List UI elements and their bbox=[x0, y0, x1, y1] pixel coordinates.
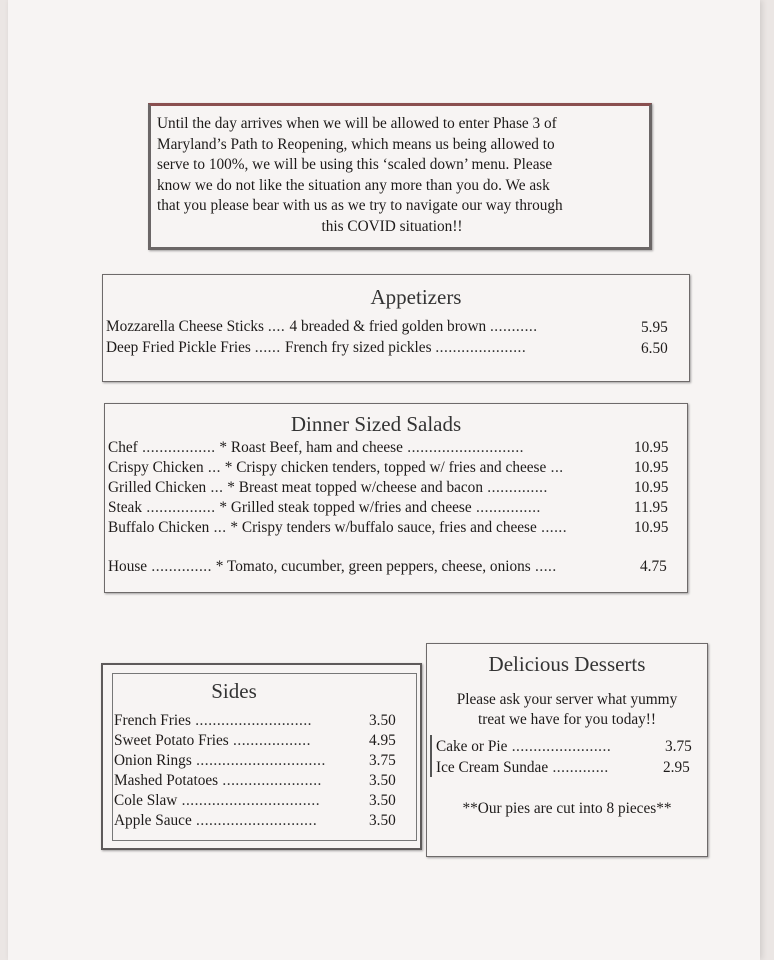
menu-item: Crispy Chicken ... * Crispy chicken tenders, topped w/ fries and cheese ... bbox=[108, 459, 564, 476]
menu-item: Grilled Chicken ... * Breast meat topped w/cheese and bacon .............. bbox=[108, 479, 548, 496]
desserts-title: Delicious Desserts bbox=[488, 652, 646, 676]
item-name: Steak bbox=[108, 499, 142, 516]
desserts-intro-line: treat we have for you today!! bbox=[478, 711, 656, 728]
item-name: Mozzarella Cheese Sticks bbox=[106, 318, 265, 335]
item-name: Cake or Pie bbox=[436, 738, 508, 755]
menu-item: French Fries ........................... bbox=[114, 712, 312, 729]
appetizers-title: Appetizers bbox=[370, 285, 462, 309]
notice-line: this COVID situation!! bbox=[321, 217, 463, 235]
item-name: Onion Rings bbox=[114, 752, 192, 769]
item-price: 3.75 bbox=[665, 738, 692, 755]
item-price: 4.95 bbox=[369, 732, 396, 749]
menu-item: Deep Fried Pickle Fries ...... French fry sized pickles ..................... bbox=[106, 339, 527, 356]
item-price: 6.50 bbox=[641, 340, 668, 357]
sides-section bbox=[101, 663, 422, 850]
item-description: * Breast meat topped w/cheese and bacon bbox=[227, 479, 483, 496]
item-price: 10.95 bbox=[634, 439, 669, 456]
item-price: 3.50 bbox=[369, 812, 396, 829]
item-price: 3.75 bbox=[369, 752, 396, 769]
menu-item: Buffalo Chicken ... * Crispy tenders w/buffalo sauce, fries and cheese ...... bbox=[108, 519, 568, 536]
sides-title: Sides bbox=[211, 679, 257, 703]
item-name: Cole Slaw bbox=[114, 792, 178, 809]
covid-notice-text bbox=[157, 114, 627, 237]
menu-page bbox=[8, 0, 760, 960]
salads-title: Dinner Sized Salads bbox=[290, 412, 462, 436]
item-name: Chef bbox=[108, 439, 138, 456]
item-name: Crispy Chicken bbox=[108, 459, 204, 476]
menu-item: Chef ................. * Roast Beef, ham and cheese ........................... bbox=[108, 439, 524, 456]
desserts-intro-line: Please ask your server what yummy bbox=[456, 691, 678, 708]
notice-line: know we do not like the situation any more than you do. We ask bbox=[157, 176, 550, 194]
item-description: 4 breaded & fried golden brown bbox=[289, 318, 487, 335]
menu-item: House .............. * Tomato, cucumber, green peppers, cheese, onions ..... bbox=[108, 558, 557, 575]
item-price: 5.95 bbox=[641, 319, 668, 336]
item-name: French Fries bbox=[114, 712, 191, 729]
item-price: 3.50 bbox=[369, 772, 396, 789]
item-price: 3.50 bbox=[369, 712, 396, 729]
notice-line: Until the day arrives when we will be allowed to enter Phase 3 of bbox=[157, 115, 557, 132]
desserts-note: **Our pies are cut into 8 pieces** bbox=[462, 800, 672, 817]
item-name: Mashed Potatoes bbox=[114, 772, 219, 789]
menu-item: Apple Sauce ............................ bbox=[114, 812, 318, 829]
item-description: * Crispy chicken tenders, topped w/ fries and cheese bbox=[224, 459, 547, 476]
menu-item: Onion Rings .............................. bbox=[114, 752, 326, 769]
salads-section bbox=[104, 403, 688, 593]
item-name: Ice Cream Sundae bbox=[436, 759, 549, 776]
item-name: Grilled Chicken bbox=[108, 479, 207, 496]
menu-item: Steak ................ * Grilled steak topped w/fries and cheese ............... bbox=[108, 499, 541, 516]
item-name: Buffalo Chicken bbox=[108, 519, 210, 536]
item-description: French fry sized pickles bbox=[284, 339, 432, 356]
dessert-list-border bbox=[430, 735, 432, 777]
notice-line: serve to 100%, we will be using this ‘scaled down’ menu. Please bbox=[157, 156, 553, 173]
menu-item: Mozzarella Cheese Sticks .... 4 breaded & fried golden brown ........... bbox=[106, 318, 538, 335]
item-name: Apple Sauce bbox=[114, 812, 192, 829]
item-price: 2.95 bbox=[663, 759, 690, 776]
item-description: * Crispy tenders w/buffalo sauce, fries and cheese bbox=[230, 519, 537, 536]
item-price: 11.95 bbox=[634, 499, 668, 516]
appetizers-section bbox=[102, 274, 690, 382]
notice-line: Maryland’s Path to Reopening, which means us being allowed to bbox=[157, 135, 555, 153]
item-price: 10.95 bbox=[634, 519, 669, 536]
menu-item: Sweet Potato Fries .................. bbox=[114, 732, 311, 749]
item-name: Sweet Potato Fries bbox=[114, 732, 229, 749]
item-price: 10.95 bbox=[634, 479, 669, 496]
covid-notice-box bbox=[148, 103, 652, 250]
menu-item: Cole Slaw ................................ bbox=[114, 792, 321, 809]
menu-item: Cake or Pie ....................... bbox=[436, 738, 612, 755]
menu-item: Mashed Potatoes ....................... bbox=[114, 772, 322, 789]
item-description: * Tomato, cucumber, green peppers, cheese, onions bbox=[215, 558, 531, 575]
item-name: House bbox=[108, 558, 148, 575]
notice-line: that you please bear with us as we try to navigate our way through bbox=[157, 197, 563, 214]
item-price: 4.75 bbox=[640, 558, 667, 575]
menu-item: Ice Cream Sundae ............. bbox=[436, 759, 609, 776]
item-price: 10.95 bbox=[634, 459, 669, 476]
item-price: 3.50 bbox=[369, 792, 396, 809]
item-name: Deep Fried Pickle Fries bbox=[106, 339, 251, 356]
desserts-section bbox=[426, 643, 708, 857]
item-description: * Grilled steak topped w/fries and cheese bbox=[219, 499, 472, 516]
item-description: * Roast Beef, ham and cheese bbox=[219, 439, 403, 456]
